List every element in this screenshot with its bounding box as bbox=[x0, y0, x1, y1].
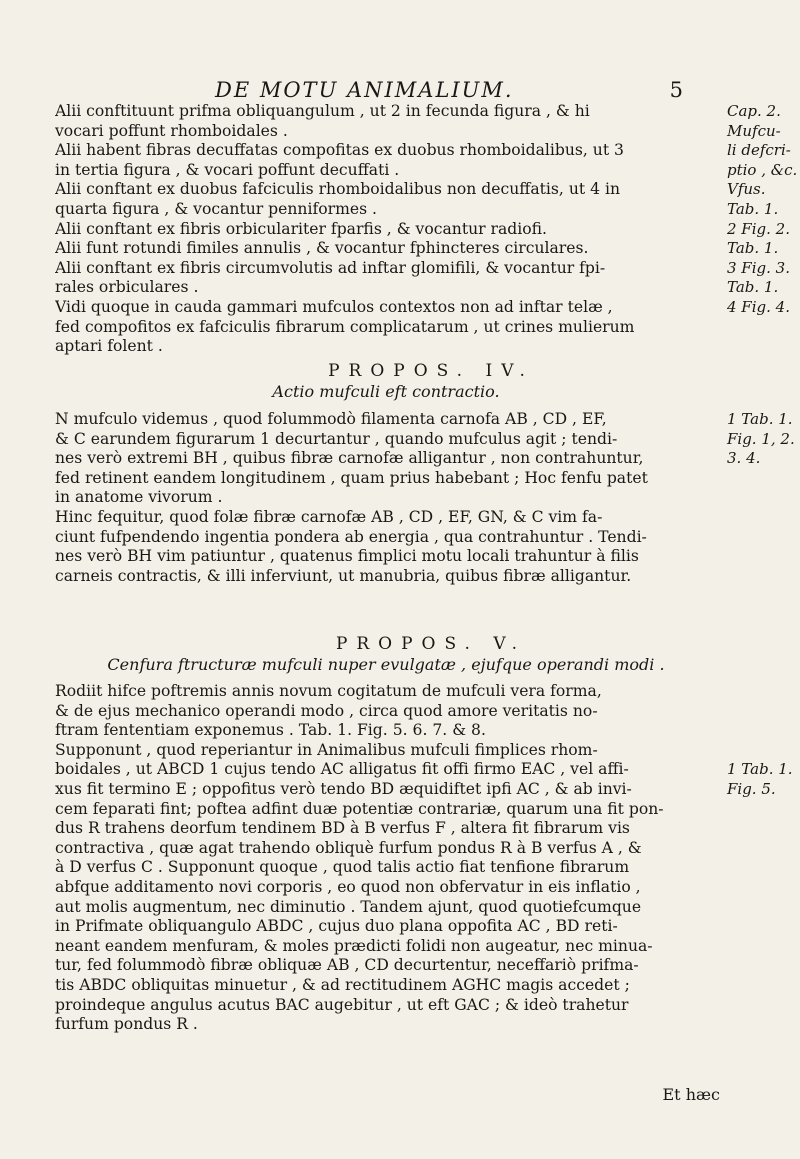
margin-note bbox=[727, 547, 799, 567]
text-line: aut molis augmentum, nec diminutio . Tandem ajunt, quod quotiefcumque bbox=[55, 897, 642, 916]
text-line: Alii conftant ex fibris orbiculariter fparfis , & vocantur radiofi. bbox=[55, 219, 548, 238]
margin-note: Vfus. bbox=[727, 180, 766, 199]
margin-notes-2 bbox=[727, 410, 799, 586]
margin-notes-3 bbox=[727, 682, 799, 1035]
text-line: & C earundem figurarum 1 decurtantur , quando mufculus agit ; tendi- bbox=[55, 429, 618, 448]
margin-note bbox=[727, 858, 799, 878]
margin-note: Tab. 1. bbox=[727, 199, 779, 218]
margin-note: Cap. 2. bbox=[727, 102, 781, 120]
margin-note bbox=[727, 682, 799, 702]
margin-note: 3 Fig. 3. bbox=[727, 258, 790, 277]
text-line: Alii habent fibras decuffatas compofitas ex duobus rhomboidalibus, ut 3 bbox=[55, 141, 624, 160]
margin-note bbox=[727, 528, 799, 548]
margin-note bbox=[727, 937, 799, 957]
catchword: Et hæc bbox=[662, 1085, 720, 1104]
text-line: Alii funt rotundi fimiles annulis , & vocantur fphincteres circulares. bbox=[55, 239, 589, 258]
text-line: carneis contractis, & illi inferviunt, ut manubria, quibus fibræ alligantur. bbox=[55, 566, 632, 585]
text-line: Hinc fequitur, quod folæ fibræ carnofæ AB , CD , EF, GN, & C vim fa- bbox=[55, 507, 603, 526]
text-line: à D verfus C . Supponunt quoque , quod talis actio fiat tenfione fibrarum bbox=[55, 858, 630, 877]
margin-note bbox=[727, 819, 799, 839]
margin-note: 1 Tab. 1. bbox=[727, 410, 793, 428]
proposition-5 bbox=[55, 635, 717, 674]
margin-note bbox=[727, 469, 799, 489]
page-number: 5 bbox=[669, 78, 685, 102]
text-line: ciunt fufpendendo ingentia pondera ab energia , qua contrahuntur . Tendi- bbox=[55, 527, 647, 546]
margin-note: Fig. 5. bbox=[727, 779, 776, 798]
margin-note bbox=[727, 898, 799, 918]
margin-note: ptio , &c. bbox=[727, 160, 798, 179]
text-line: tis ABDC obliquitas minuetur , & ad rectitudinem AGHC magis accedet ; bbox=[55, 975, 630, 994]
margin-note bbox=[727, 839, 799, 859]
margin-note bbox=[727, 337, 799, 357]
margin-note: Tab. 1. bbox=[727, 239, 779, 258]
running-title: DE MOTU ANIMALIUM. bbox=[215, 78, 514, 102]
prop4-subhead: Actio mufculi eft contractio. bbox=[272, 381, 500, 401]
margin-note bbox=[727, 741, 799, 761]
prop5-subhead: Cenfura ftructuræ mufculi nuper evulgatæ , ejufque operandi modi . bbox=[107, 654, 665, 674]
text-line: boidales , ut ABCD 1 cujus tendo AC alligatus fit offi firmo EAC , vel affi- bbox=[55, 760, 629, 779]
text-line: Supponunt , quod reperiantur in Animalibus mufculi fimplices rhom- bbox=[55, 740, 598, 759]
text-line: fed compofitos ex fafciculis fibrarum complicatarum , ut crines mulierum bbox=[55, 317, 635, 336]
margin-note bbox=[727, 567, 799, 587]
margin-note bbox=[727, 702, 799, 722]
text-line: proindeque angulus acutus BAC augebitur , ut eft GAC ; & ideò trahetur bbox=[55, 995, 629, 1014]
proposition-4 bbox=[55, 362, 717, 401]
text-line: Vidi quoque in cauda gammari mufculos contextos non ad inftar telæ , bbox=[55, 297, 613, 316]
text-line: dus R trahens deorfum tendinem BD à B verfus F , altera fit fibrarum vis bbox=[55, 819, 630, 838]
text-line: aptari folent . bbox=[55, 337, 163, 356]
text-line: N mufculo videmus , quod folummodò filamenta carnofa AB , CD , EF, bbox=[55, 410, 607, 428]
text-line: cem feparati fint; poftea adfint duæ potentiæ contrariæ, quarum una fit pon- bbox=[55, 799, 664, 818]
margin-note bbox=[727, 1015, 799, 1035]
margin-note: Tab. 1. bbox=[727, 278, 779, 297]
text-line: quarta figura , & vocantur penniformes . bbox=[55, 199, 378, 218]
margin-notes-1 bbox=[727, 102, 799, 357]
text-line: xus fit termino E ; oppofitus verò tendo BD æquidiftet ipfi AC , & ab invi- bbox=[55, 779, 632, 798]
text-line: abfque additamento novi corporis , eo quod non obfervatur in eis inflatio , bbox=[55, 877, 641, 896]
text-line: neant eandem menfuram, & moles prædicti folidi non augeatur, nec minua- bbox=[55, 936, 653, 955]
margin-note bbox=[727, 508, 799, 528]
text-line: fed retinent eandem longitudinem , quam prius habebant ; Hoc fenfu patet bbox=[55, 468, 648, 487]
text-line: & de ejus mechanico operandi modo , circa quod amore veritatis no- bbox=[55, 701, 598, 720]
margin-note bbox=[727, 956, 799, 976]
margin-note bbox=[727, 488, 799, 508]
text-line: nes verò extremi BH , quibus fibræ carnofæ alligantur , non contrahuntur, bbox=[55, 449, 644, 468]
margin-note: Fig. 1, 2. bbox=[727, 429, 795, 448]
prop4-heading: PROPOS. IV. bbox=[328, 361, 534, 381]
margin-note bbox=[727, 721, 799, 741]
text-line: nes verò BH vim patiuntur , quatenus fimplici motu locali trahuntur à filis bbox=[55, 547, 639, 566]
prop5-heading: PROPOS. V. bbox=[335, 634, 527, 654]
margin-note: li defcri- bbox=[727, 141, 791, 160]
text-line: in Prifmate obliquangulo ABDC , cujus duo plana oppofita AC , BD reti- bbox=[55, 917, 618, 936]
margin-note bbox=[727, 917, 799, 937]
section-prop4-body bbox=[55, 410, 717, 586]
text-line: contractiva , quæ agat trahendo obliquè furfum pondus R à B verfus A , & bbox=[55, 838, 642, 857]
margin-note: 4 Fig. 4. bbox=[727, 297, 790, 316]
text-line: rales orbiculares . bbox=[55, 278, 199, 297]
running-header bbox=[215, 78, 685, 102]
margin-note bbox=[727, 800, 799, 820]
text-line: ftram fententiam exponemus . Tab. 1. Fig. 5. 6. 7. & 8. bbox=[55, 721, 486, 740]
text-line: Alii conftituunt prifma obliquangulum , ut 2 in fecunda figura , & hi bbox=[55, 102, 590, 120]
text-line: Rodiit hifce poftremis annis novum cogitatum de mufculi vera forma, bbox=[55, 682, 602, 700]
margin-note bbox=[727, 878, 799, 898]
margin-note: 3. 4. bbox=[727, 449, 761, 468]
text-line: Alii conftant ex fibris circumvolutis ad inftar glomifili, & vocantur fpi- bbox=[55, 258, 606, 277]
text-line: tur, fed folummodò fibræ obliquæ AB , CD decurtentur, neceffariò prifma- bbox=[55, 956, 639, 975]
section-muscle-types bbox=[55, 102, 717, 357]
text-line: Alii conftant ex duobus fafciculis rhomboidalibus non decuffatis, ut 4 in bbox=[55, 180, 620, 199]
margin-note bbox=[727, 318, 799, 338]
text-line: in tertia figura , & vocari poffunt decuffati . bbox=[55, 160, 400, 179]
section-prop5-body bbox=[55, 682, 717, 1035]
margin-note: Mufcu- bbox=[727, 121, 781, 140]
margin-note: 1 Tab. 1. bbox=[727, 760, 793, 779]
margin-note bbox=[727, 996, 799, 1016]
margin-note: 2 Fig. 2. bbox=[727, 219, 790, 238]
text-line: vocari poffunt rhomboidales . bbox=[55, 121, 288, 140]
margin-note bbox=[727, 976, 799, 996]
text-line: furfum pondus R . bbox=[55, 1015, 198, 1034]
text-line: in anatome vivorum . bbox=[55, 488, 223, 507]
